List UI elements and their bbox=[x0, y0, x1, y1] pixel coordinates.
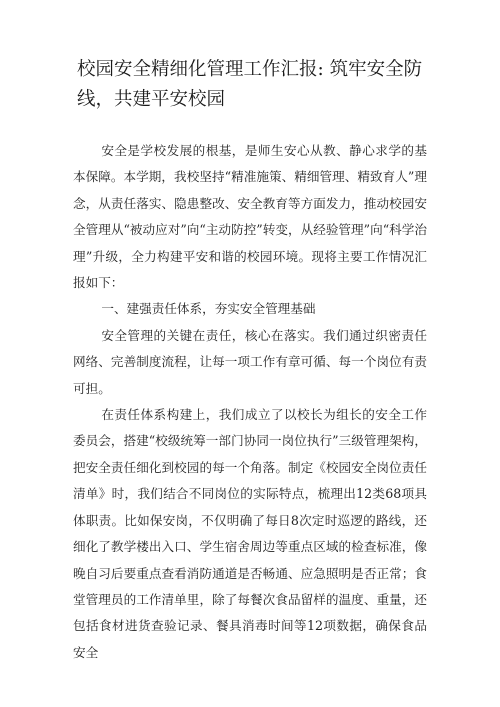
document-body bbox=[73, 138, 427, 666]
paragraph-section-1-intro: 安全管理的关键在责任，核心在落实。我们通过织密责任网络、完善制度流程，让每一项工作有章可循、每一个岗位有责可担。 bbox=[73, 327, 427, 396]
paragraph-intro: 安全是学校发展的根基，是师生安心从教、静心求学的基本保障。本学期，我校坚持“精准施策、精细管理、精致育人”理念，从责任落实、隐患整改、安全教育等方面发力，推动校园安全管理从“被动应对”向“主动防控”转变，从经验管理”向“科学治理”升级，全力构建平安和谐的校园环境。现将主要工作情况汇报如下： bbox=[73, 143, 427, 291]
section-heading-1: 一、建强责任体系，夯实安全管理基础 bbox=[101, 301, 316, 317]
paragraph-responsibility-system: 在责任体系构建上，我们成立了以校长为组长的安全工作委员会，搭建“校级统筹一部门协同一岗位执行”三级管理架构，把安全责任细化到校园的每一个角落。制定《校园安全岗位责任清单》时，我们结合不同岗位的实际特点，梳理出12类68项具体职责。比如保安岗，不仅明确了每日8次定时巡逻的路线，还细化了教学楼出入口、学生宿舍周边等重点区域的检查标准，像晚自习后要重点查看消防通道是否畅通、应急照明是否正常；食堂管理员的工作清单里，除了每餐次食品留样的温度、重量，还包括食材进货查验记录、餐具消毒时间等12项数据，确保食品安全 bbox=[73, 407, 427, 660]
document-title: 校园安全精细化管理工作汇报: 筑牢安全防线，共建平安校园 bbox=[77, 59, 423, 110]
